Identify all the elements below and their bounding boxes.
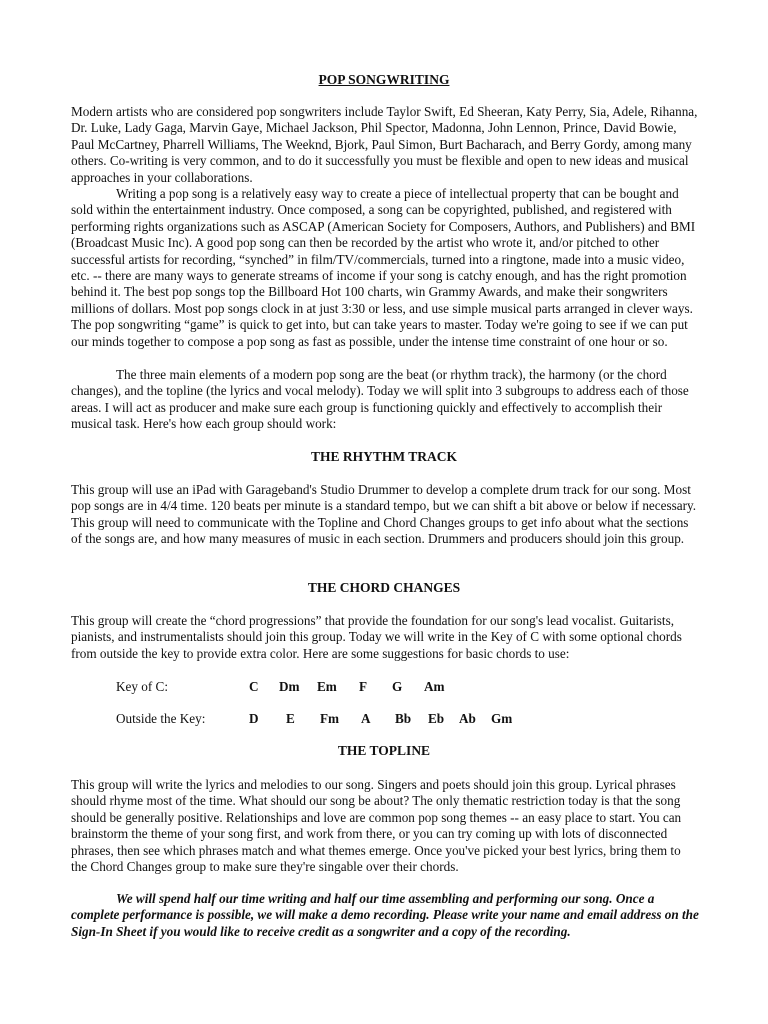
chord-eb: Eb: [428, 711, 445, 726]
chord-fm: Fm: [320, 711, 340, 726]
key-of-c-label: Key of C:: [116, 679, 169, 694]
closing-paragraph: We will spend half our time writing and half our time assembling and performing our song. Once a complete performance is possible, we will make a demo recording. Please write your name and email address on the Sign-In Sheet if you would like to receive credit as a songwriter and a copy of the recording.: [71, 891, 699, 939]
chord-d: D: [249, 711, 259, 726]
chord-changes-paragraph: This group will create the “chord progressions” that provide the foundation for our song's lead vocalist. Guitarists, pianists, and instrumentalists should join this group. Today we will write in the Key of C with some optional chords from outside the key to provide extra color. Here are some suggestions for basic chords to use:: [71, 613, 682, 661]
chord-a: A: [361, 711, 371, 726]
outside-key-label: Outside the Key:: [116, 711, 206, 726]
chord-g: G: [392, 679, 403, 694]
chord-dm: Dm: [279, 679, 300, 694]
page-title: POP SONGWRITING: [318, 72, 450, 87]
chord-em: Em: [317, 679, 337, 694]
chord-c: C: [249, 679, 259, 694]
topline-paragraph: This group will write the lyrics and melodies to our song. Singers and poets should join this group. Lyrical phrases should rhyme most of the time. What should our song be about? The only thematic restriction today is that the song should be generally positive. Relationships and love are common pop song themes -- an easy place to start. You can brainstorm the theme of your song first, and work from there, or you can try coming up with lots of disconnected phrases, then see which phrases match and what themes emerge. Once you've picked your best lyrics, bring them to the Chord Changes group to make sure they're singable over their chords.: [71, 777, 682, 875]
topline-heading: THE TOPLINE: [337, 743, 431, 758]
intro-paragraph-3: The three main elements of a modern pop song are the beat (or rhythm track), the harmony (or the chord changes), and the topline (the lyrics and vocal melody). Today we will split into 3 subgroups to address each of those areas. I will act as producer and make sure each group is functioning quickly and effectively to accomplish their musical task. Here's how each group should work:: [71, 367, 689, 432]
chord-e: E: [286, 711, 295, 726]
chord-ab: Ab: [459, 711, 476, 726]
rhythm-track-heading: THE RHYTHM TRACK: [310, 449, 457, 464]
chord-bb: Bb: [395, 711, 412, 726]
chord-am: Am: [424, 679, 445, 694]
intro-paragraph-1: Modern artists who are considered pop songwriters include Taylor Swift, Ed Sheeran, Katy Perry, Sia, Adele, Rihanna, Dr. Luke, Lady Gaga, Marvin Gaye, Michael Jackson, Phil Spector, Madonna, John Lennon, Prince, David Bowie, Paul McCartney, Pharrell Williams, The Weeknd, Bjork, Paul Simon, Burt Bacharach, and Berry Gordy, among many others. Co-writing is very common, and to do it successfully you must be flexible and open to new ideas and musical approaches in your collaborations.: [71, 104, 698, 185]
chord-gm: Gm: [491, 711, 513, 726]
rhythm-track-paragraph: This group will use an iPad with Garageband's Studio Drummer to develop a complete drum track for our song. Most pop songs are in 4/4 time. 120 beats per minute is a standard tempo, but we can shift a bit above or below if necessary. This group will need to communicate with the Topline and Chord Changes groups to get info about what the sections of the songs are, and how many measures of music in each section. Drummers and producers should join this group.: [71, 482, 697, 547]
intro-paragraph-2: Writing a pop song is a relatively easy way to create a piece of intellectual property that can be bought and sold within the entertainment industry. Once composed, a song can be copyrighted, published, and registered with performing rights organizations such as ASCAP (American Society for Composers, Authors, and Publishers) and BMI (Broadcast Music Inc). A good pop song can then be recorded by the artist who wrote it, and/or pitched to other successful artists for recording, “synched” in film/TV/commercials, turned into a ringtone, made into a music video, etc. -- there are many ways to generate streams of income if your song is catchy enough, and has the right promotion behind it. The best pop songs top the Billboard Hot 100 charts, win Grammy Awards, and make their songwriters millions of dollars. Most pop songs clock in at just 3:30 or less, and use simple musical parts arranged in clever ways. The pop songwriting “game” is quick to get into, but can take years to master. Today we're going to see if we can put our minds together to compose a pop song as fast as possible, under the intense time constraint of one hour or so.: [71, 186, 696, 349]
chord-changes-heading: THE CHORD CHANGES: [307, 580, 461, 595]
chord-f: F: [359, 679, 368, 694]
